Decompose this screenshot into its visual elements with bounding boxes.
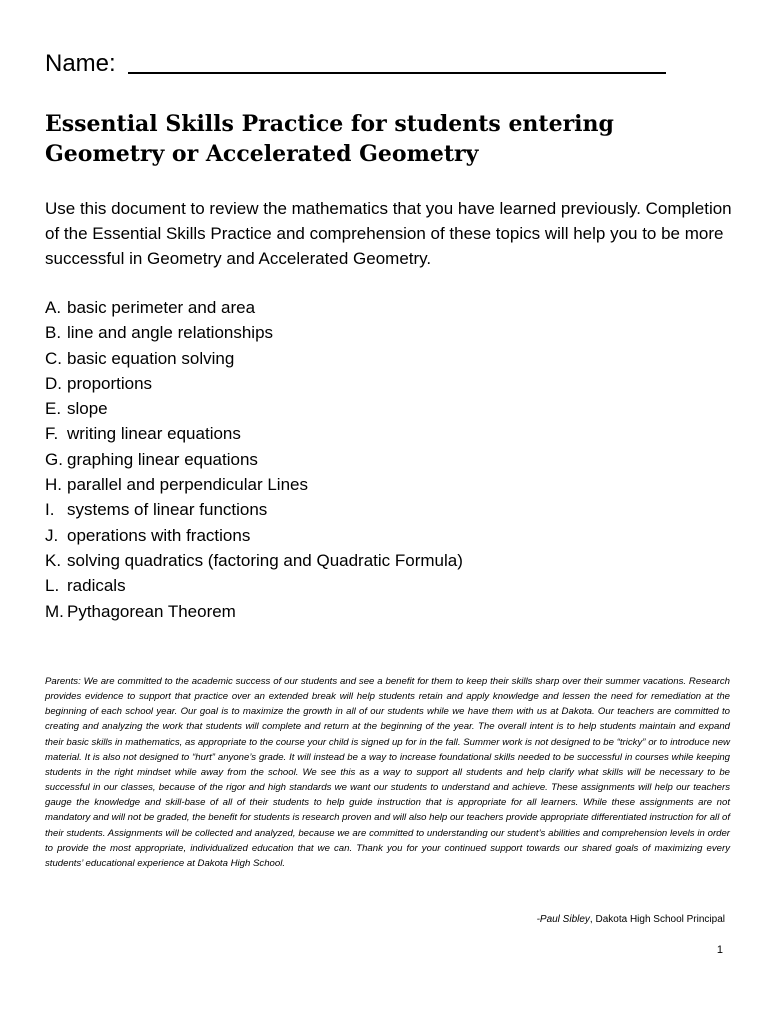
- topic-letter: D.: [45, 373, 62, 393]
- topic-letter: B.: [45, 323, 62, 343]
- topic-text: operations with fractions: [67, 525, 251, 545]
- topics-list: [45, 295, 463, 624]
- list-item: [45, 548, 463, 573]
- topic-text: graphing linear equations: [67, 449, 258, 469]
- topic-letter: E.: [45, 399, 62, 419]
- topic-letter: L.: [45, 576, 60, 596]
- topic-text: Pythagorean Theorem: [67, 601, 236, 621]
- list-item: [45, 523, 463, 548]
- name-field-line: [45, 48, 666, 78]
- list-item: [45, 472, 463, 497]
- list-item: [45, 371, 463, 396]
- topic-text: systems of linear functions: [67, 500, 268, 520]
- topic-letter: A.: [45, 298, 62, 317]
- topic-text: solving quadratics (factoring and Quadratic Formula): [67, 550, 463, 570]
- list-item: [45, 295, 463, 320]
- document-title: Essential Skills Practice for students entering Geometry or Accelerated Geometry: [45, 111, 614, 167]
- topic-letter: G.: [45, 449, 63, 469]
- topic-letter: K.: [45, 550, 62, 570]
- list-item: [45, 320, 463, 345]
- topic-text: basic equation solving: [67, 348, 235, 368]
- signature-role: , Dakota High School Principal: [589, 914, 725, 925]
- list-item: [45, 396, 463, 421]
- list-item: [45, 346, 463, 371]
- name-blank[interactable]: [128, 48, 666, 74]
- list-item: [45, 573, 463, 598]
- topic-letter: H.: [45, 475, 62, 495]
- topic-text: basic perimeter and area: [67, 298, 256, 317]
- topic-text: radicals: [67, 576, 126, 596]
- topic-text: writing linear equations: [67, 424, 241, 444]
- principal-signature: [537, 914, 725, 925]
- list-item: [45, 497, 463, 522]
- signature-name: -Paul Sibley: [536, 914, 590, 925]
- topic-letter: M.: [45, 601, 64, 621]
- intro-paragraph: Use this document to review the mathematics that you have learned previously. Completion of the Essential Skills Practice and comprehension of these topics will help you to be more successful in Geometry and Accelerated Geometry.: [45, 199, 732, 268]
- topic-letter: I.: [45, 500, 55, 520]
- page-number: 1: [716, 944, 723, 956]
- topic-text: line and angle relationships: [67, 323, 274, 343]
- topic-letter: F.: [45, 424, 59, 444]
- list-item: [45, 447, 463, 472]
- name-label: Name:: [45, 50, 123, 77]
- topic-text: proportions: [67, 373, 153, 393]
- list-item: [45, 421, 463, 446]
- topic-text: parallel and perpendicular Lines: [67, 475, 308, 495]
- topic-letter: J.: [45, 525, 59, 545]
- parent-note: Parents: We are committed to the academic success of our students and see a benefit for them to keep their skills sharp over their summer vacations. Research provides evidence to support that practice over an extended break will help students retain and apply knowledge and lessen the need for remediation at the beginning of each school year. Our goal is to maximize the growth in all of our students while we have them with us at Dakota. Our teachers are committed to creating and analyzing the work that students will complete and return at the beginning of the year. The overall intent is to help students maintain and expand their basic skills in mathematics, as appropriate to the course your child is signed up for in the fall. Summer work is not designed to be “tricky” or to introduce new material. It is also not designed to “hurt” anyone’s grade. It will instead be a way to increase foundational skills needed to be successful in courses while keeping students in the right mindset while away from the school. We see this as a way to support all students and help clarify what skills will be necessary to be successful in our classes, because of the rigor and high standards we want our students to understand and achieve. These assignments will help our teachers gauge the knowledge and skill-base of all of their students to help guide instruction that is appropriate for all learners. While these assignments are not mandatory and will not be graded, the benefit for students is research proven and will also help our teachers provide appropriate differentiated instruction for all of their students. Assignments will be collected and analyzed, because we are committed to understanding our student’s abilities and comprehension levels in order to provide the most appropriate, individualized education that we can. Thank you for your continued support towards our shared goals of maximizing every students’ educational experience at Dakota High School.: [45, 676, 730, 869]
- list-item: [45, 599, 463, 624]
- topic-text: slope: [67, 399, 108, 419]
- topic-letter: C.: [45, 348, 62, 368]
